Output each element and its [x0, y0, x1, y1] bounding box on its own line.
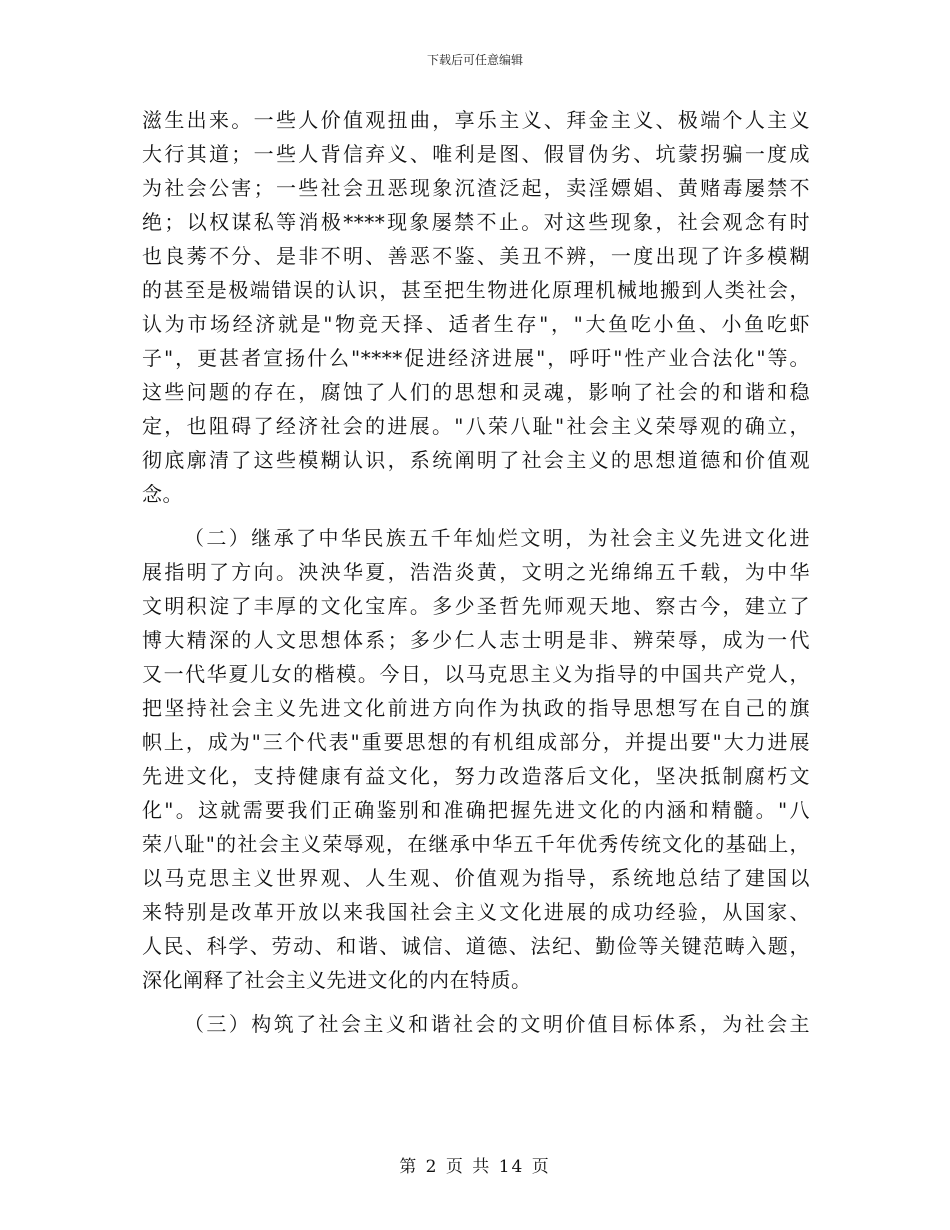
paragraph-gap: [142, 511, 810, 521]
text-line: 荣八耻"的社会主义荣辱观，在继承中华五千年优秀传统文化的基础上，: [142, 832, 810, 856]
text-line: 化"。这就需要我们正确鉴别和准确把握先进文化的内涵和精髓。"八: [142, 798, 810, 822]
text-line: 博大精深的人文思想体系；多少仁人志士明是非、辨荣辱，成为一代: [142, 628, 810, 652]
text-line: 也良莠不分、是非不明、善恶不鉴、美丑不辨，一度出现了许多模糊: [142, 244, 810, 268]
paragraph-gap: [142, 997, 810, 1007]
text-line: 彻底廓清了这些模糊认识，系统阐明了社会主义的思想道德和价值观: [142, 448, 810, 472]
text-line: 人民、科学、劳动、和谐、诚信、道德、法纪、勤俭等关键范畴入题，: [142, 934, 810, 958]
text-line: 的甚至是极端错误的认识，甚至把生物进化原理机械地搬到人类社会，: [142, 278, 810, 302]
text-line: 滋生出来。一些人价值观扭曲，享乐主义、拜金主义、极端个人主义: [142, 108, 810, 132]
text-line: 绝；以权谋私等消极****现象屡禁不止。对这些现象，社会观念有时: [142, 210, 810, 234]
body-text: [142, 103, 810, 1041]
text-line: 帜上，成为"三个代表"重要思想的有机组成部分，并提出要"大力进展: [142, 730, 810, 754]
text-line: 定，也阻碍了经济社会的进展。"八荣八耻"社会主义荣辱观的确立，: [142, 414, 810, 438]
text-line: （三）构筑了社会主义和谐社会的文明价值目标体系，为社会主: [184, 1012, 810, 1036]
text-line: 展指明了方向。泱泱华夏，浩浩炎黄，文明之光绵绵五千载，为中华: [142, 560, 810, 584]
page-header: 下载后可任意编辑: [426, 53, 523, 67]
text-line: 念。: [142, 482, 183, 506]
page-number: 第 2 页 共 14 页: [399, 1157, 551, 1177]
text-line: 以马克思主义世界观、人生观、价值观为指导，系统地总结了建国以: [142, 866, 810, 890]
text-line: 把坚持社会主义先进文化前进方向作为执政的指导思想写在自己的旗: [142, 696, 810, 720]
text-line: 文明积淀了丰厚的文化宝库。多少圣哲先师观天地、察古今，建立了: [142, 594, 810, 618]
text-line: 深化阐释了社会主义先进文化的内在特质。: [142, 968, 532, 992]
text-line: 这些问题的存在，腐蚀了人们的思想和灵魂，影响了社会的和谐和稳: [142, 380, 810, 404]
text-line: 认为市场经济就是"物竞天择、适者生存"，"大鱼吃小鱼、小鱼吃虾: [142, 312, 810, 336]
text-line: 为社会公害；一些社会丑恶现象沉渣泛起，卖淫嫖娼、黄赌毒屡禁不: [142, 176, 810, 200]
text-line: 子"，更甚者宣扬什么"****促进经济进展"，呼吁"性产业合法化"等。: [142, 346, 810, 370]
text-line: 来特别是改革开放以来我国社会主义文化进展的成功经验，从国家、: [142, 900, 810, 924]
text-line: 先进文化，支持健康有益文化，努力改造落后文化，坚决抵制腐朽文: [142, 764, 810, 788]
text-line: 又一代华夏儿女的楷模。今日，以马克思主义为指导的中国共产党人，: [142, 662, 810, 686]
text-line: （二）继承了中华民族五千年灿烂文明，为社会主义先进文化进: [184, 526, 810, 550]
text-line: 大行其道；一些人背信弃义、唯利是图、假冒伪劣、坑蒙拐骗一度成: [142, 142, 810, 166]
